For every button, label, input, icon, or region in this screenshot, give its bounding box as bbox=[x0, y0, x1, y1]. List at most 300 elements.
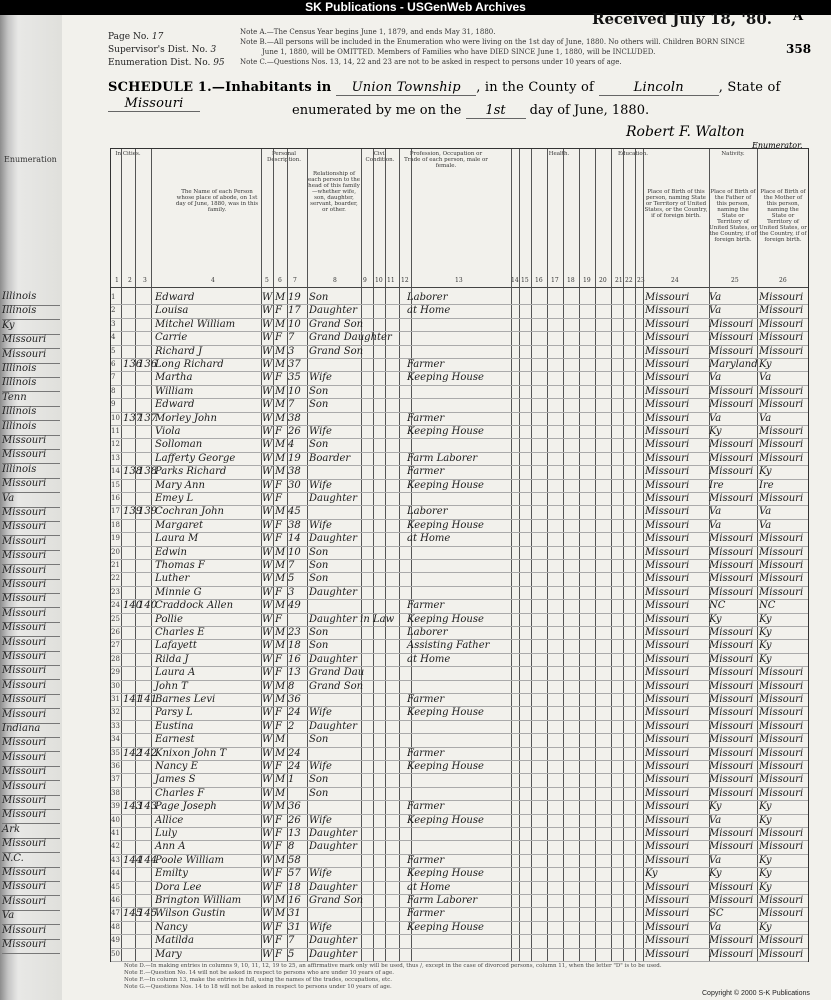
cell-race: W bbox=[262, 332, 273, 344]
cell-mp: Missouri bbox=[759, 385, 804, 397]
cell-line: 4 bbox=[111, 333, 116, 342]
cell-name: William bbox=[155, 385, 194, 397]
cell-dw bbox=[123, 425, 137, 438]
cell-mp: Missouri bbox=[759, 908, 804, 920]
cell-race: W bbox=[262, 292, 273, 303]
cell-rel bbox=[309, 412, 361, 425]
cell-age: 31 bbox=[288, 921, 301, 933]
cell-race: W bbox=[262, 908, 273, 920]
cell-mp: Missouri bbox=[759, 546, 804, 558]
cell-sex: M bbox=[275, 385, 286, 397]
state-label: , State of bbox=[718, 80, 781, 95]
cell-name: Lafferty George bbox=[155, 452, 236, 464]
cell-dw bbox=[123, 345, 137, 358]
cell-name: Parks Richard bbox=[155, 466, 227, 478]
cell-age bbox=[288, 613, 306, 626]
cell-mp: Ky bbox=[759, 814, 772, 826]
strip-entry: Missouri bbox=[2, 838, 60, 853]
cell-sex: F bbox=[275, 948, 282, 960]
cell-sex: M bbox=[275, 439, 286, 451]
header-relationship: Relationship of each person to the head of this family—whether wife, son, daughter, servant, boarder, or other. bbox=[308, 171, 361, 213]
cell-age: 16 bbox=[288, 653, 301, 665]
cell-line: 30 bbox=[111, 681, 120, 690]
cell-occ: Farmer bbox=[407, 908, 445, 920]
cell-dw bbox=[123, 733, 137, 746]
cell-rel: Son bbox=[309, 560, 329, 571]
cell-age: 7 bbox=[288, 560, 295, 571]
received-stamp: Received July 18, '80. bbox=[592, 10, 772, 28]
corner-letter: A bbox=[793, 9, 804, 24]
cell-race: W bbox=[262, 841, 273, 853]
census-row bbox=[111, 653, 808, 667]
cell-sex: M bbox=[275, 895, 286, 906]
cell-bp: Missouri bbox=[645, 667, 690, 679]
cell-bp: Missouri bbox=[645, 801, 690, 813]
header-name: The Name of each Person whose place of abode, on 1st day of June, 1880, was in this family. bbox=[175, 189, 259, 213]
cell-occ: Laborer bbox=[407, 627, 448, 638]
cell-fam bbox=[138, 773, 152, 786]
cell-dw bbox=[123, 934, 137, 947]
cell-name: Martha bbox=[155, 372, 193, 384]
cell-fam bbox=[138, 546, 152, 559]
cell-occ: Keeping House bbox=[407, 519, 484, 531]
cell-age: 10 bbox=[288, 385, 301, 397]
cell-mp: Missouri bbox=[759, 774, 804, 786]
cell-occ: Farmer bbox=[407, 466, 445, 478]
cell-mp: Va bbox=[759, 506, 772, 518]
cell-bp: Missouri bbox=[645, 385, 690, 397]
cell-line: 32 bbox=[111, 708, 120, 717]
cell-mp: Missouri bbox=[759, 707, 804, 719]
cell-fam bbox=[138, 948, 152, 961]
strip-entry: Missouri bbox=[2, 435, 60, 450]
note-b-cont: June 1, 1880, will be OMITTED. Members of Families who have DIED SINCE June 1, 1880, will be INCLUDED. bbox=[262, 48, 656, 56]
cell-fp: Missouri bbox=[709, 439, 754, 451]
cell-fp: Ky bbox=[709, 801, 722, 813]
cell-rel: Daughter bbox=[309, 720, 357, 732]
cell-rel: Grand Son bbox=[309, 345, 364, 357]
cell-mp: Va bbox=[759, 372, 772, 384]
cell-sex: M bbox=[275, 600, 286, 612]
cell-fp: Missouri bbox=[709, 640, 754, 652]
cell-bp: Missouri bbox=[645, 426, 690, 437]
census-row bbox=[111, 693, 808, 707]
strip-entry: Illinois bbox=[2, 377, 60, 392]
cell-sex: F bbox=[275, 332, 282, 344]
left-binding-strip bbox=[0, 15, 62, 1000]
strip-entry: Missouri bbox=[2, 665, 60, 680]
census-row bbox=[111, 519, 808, 533]
cell-bp: Missouri bbox=[645, 761, 690, 772]
cell-occ: Keeping House bbox=[407, 814, 484, 826]
cell-mp: Missouri bbox=[759, 948, 804, 960]
cell-dw bbox=[123, 519, 137, 532]
cell-occ: Assisting Father bbox=[407, 640, 490, 652]
cell-age: 7 bbox=[288, 935, 295, 947]
cell-mp: Missouri bbox=[759, 399, 804, 411]
census-row bbox=[111, 318, 808, 332]
cell-line: 40 bbox=[111, 815, 120, 824]
cell-line: 34 bbox=[111, 735, 120, 744]
cell-dw bbox=[123, 639, 137, 652]
cell-fp: Missouri bbox=[709, 694, 754, 705]
census-row bbox=[111, 345, 808, 359]
page-no-line bbox=[108, 32, 163, 42]
census-row bbox=[111, 720, 808, 734]
cell-name: Wilson Gustin bbox=[155, 908, 226, 920]
supervisor-label: Supervisor's Dist. No. bbox=[108, 45, 208, 55]
cell-sex: F bbox=[275, 613, 282, 625]
strip-entry: Ky bbox=[2, 320, 60, 335]
cell-race: W bbox=[262, 452, 273, 464]
cell-race: W bbox=[262, 385, 273, 397]
cell-fam bbox=[138, 840, 152, 853]
cell-occ: at Home bbox=[407, 533, 451, 545]
cell-line: 49 bbox=[111, 936, 120, 945]
cell-race: W bbox=[262, 667, 273, 679]
cell-occ bbox=[407, 546, 507, 559]
cell-age: 24 bbox=[288, 761, 301, 772]
cell-name: Charles F bbox=[155, 787, 205, 799]
cell-dw bbox=[123, 438, 137, 451]
cell-sex: F bbox=[275, 479, 282, 491]
census-row bbox=[111, 465, 808, 479]
cell-sex: F bbox=[275, 828, 282, 839]
cell-mp: Missouri bbox=[759, 318, 804, 330]
cell-sex: F bbox=[275, 586, 282, 598]
cell-race: W bbox=[262, 774, 273, 786]
cell-fam bbox=[138, 720, 152, 733]
cell-mp: Missouri bbox=[759, 439, 804, 451]
cell-dw: 143 bbox=[123, 801, 143, 813]
cell-sex: M bbox=[275, 452, 286, 464]
cell-name: Mitchel William bbox=[155, 318, 236, 330]
cell-fam bbox=[138, 479, 152, 492]
cell-dw: 140 bbox=[123, 600, 143, 612]
cell-rel: Grand Dau bbox=[309, 667, 365, 679]
column-number: 8 bbox=[333, 277, 337, 284]
cell-bp: Missouri bbox=[645, 734, 690, 746]
column-number: 6 bbox=[278, 277, 282, 284]
cell-occ: Keeping House bbox=[407, 761, 484, 772]
cell-bp: Missouri bbox=[645, 573, 690, 585]
cell-dw: 137 bbox=[123, 412, 143, 424]
cell-age: 13 bbox=[288, 828, 301, 839]
cell-occ bbox=[407, 438, 507, 451]
cell-sex: M bbox=[275, 787, 286, 799]
cell-name: Edward bbox=[155, 399, 195, 411]
cell-dw: 136 bbox=[123, 359, 143, 370]
cell-sex: F bbox=[275, 533, 282, 545]
cell-line: 18 bbox=[111, 520, 120, 529]
census-row bbox=[111, 371, 808, 385]
cell-age: 5 bbox=[288, 948, 295, 960]
cell-fp: Missouri bbox=[709, 734, 754, 746]
cell-mp: Missouri bbox=[759, 828, 804, 839]
cell-rel bbox=[309, 747, 361, 760]
cell-fp: Missouri bbox=[709, 466, 754, 478]
cell-fam bbox=[138, 760, 152, 773]
cell-fam bbox=[138, 733, 152, 746]
cell-name: Charles E bbox=[155, 627, 205, 638]
cell-sex: M bbox=[275, 747, 286, 759]
cell-line: 38 bbox=[111, 788, 120, 797]
cell-occ: Keeping House bbox=[407, 868, 484, 880]
cell-occ bbox=[407, 572, 507, 585]
cell-mp: NC bbox=[759, 600, 776, 612]
cell-age: 18 bbox=[288, 640, 301, 652]
column-number: 11 bbox=[387, 277, 395, 284]
cell-rel: Grand Daughter bbox=[309, 332, 392, 344]
column-number: 1 bbox=[115, 277, 119, 284]
cell-race: W bbox=[262, 694, 273, 705]
cell-dw bbox=[123, 291, 137, 304]
census-row bbox=[111, 492, 808, 506]
cell-dw bbox=[123, 921, 137, 934]
cell-line: 15 bbox=[111, 480, 120, 489]
strip-entry: Illinois bbox=[2, 305, 60, 320]
cell-line: 14 bbox=[111, 467, 120, 476]
cell-occ bbox=[407, 773, 507, 786]
cell-rel: Son bbox=[309, 399, 329, 411]
cell-fp: Missouri bbox=[709, 935, 754, 947]
cell-bp: Missouri bbox=[645, 466, 690, 478]
county-label: , in the County of bbox=[476, 80, 594, 95]
cell-age: 7 bbox=[288, 332, 295, 344]
census-row bbox=[111, 479, 808, 493]
census-row bbox=[111, 907, 808, 921]
census-row bbox=[111, 304, 808, 318]
census-row bbox=[111, 706, 808, 720]
cell-fam bbox=[138, 666, 152, 679]
cell-bp: Missouri bbox=[645, 694, 690, 705]
cell-mp: Missouri bbox=[759, 345, 804, 357]
cell-mp: Missouri bbox=[759, 895, 804, 906]
cell-sex: F bbox=[275, 868, 282, 880]
cell-dw bbox=[123, 452, 137, 465]
cell-line: 29 bbox=[111, 668, 120, 677]
cell-bp: Missouri bbox=[645, 854, 690, 866]
strip-entry: Missouri bbox=[2, 334, 60, 349]
census-row bbox=[111, 438, 808, 452]
cell-rel bbox=[309, 358, 361, 371]
cell-line: 19 bbox=[111, 534, 120, 543]
cell-rel: Son bbox=[309, 627, 329, 638]
cell-bp: Missouri bbox=[645, 948, 690, 960]
day-suffix: day of June, 1880. bbox=[529, 103, 650, 118]
census-row bbox=[111, 586, 808, 600]
enum-dist-line bbox=[108, 58, 225, 68]
cell-occ bbox=[407, 345, 507, 358]
cell-race: W bbox=[262, 720, 273, 732]
cell-age: 14 bbox=[288, 533, 301, 545]
cell-bp: Missouri bbox=[645, 372, 690, 384]
cell-sex: M bbox=[275, 546, 286, 558]
strip-entry: Missouri bbox=[2, 579, 60, 594]
cell-sex: F bbox=[275, 426, 282, 437]
cell-mp: Missouri bbox=[759, 292, 804, 303]
cell-race: W bbox=[262, 921, 273, 933]
cell-dw bbox=[123, 572, 137, 585]
strip-entry: Missouri bbox=[2, 449, 60, 464]
cell-bp: Missouri bbox=[645, 640, 690, 652]
cell-name: Emey L bbox=[155, 493, 194, 504]
strip-entry: Missouri bbox=[2, 536, 60, 551]
cell-dw bbox=[123, 840, 137, 853]
cell-bp: Missouri bbox=[645, 627, 690, 638]
cell-rel: Son bbox=[309, 546, 329, 558]
cell-fp: Maryland bbox=[709, 359, 758, 370]
cell-line: 31 bbox=[111, 695, 120, 703]
cell-rel: Son bbox=[309, 774, 329, 786]
column-number: 26 bbox=[779, 277, 787, 284]
cell-dw bbox=[123, 385, 137, 398]
cell-fam: 136 bbox=[138, 359, 158, 370]
cell-race: W bbox=[262, 305, 273, 317]
cell-fam bbox=[138, 398, 152, 411]
cell-bp: Missouri bbox=[645, 921, 690, 933]
column-number: 10 bbox=[375, 277, 383, 284]
cell-rel: Daughter bbox=[309, 493, 357, 504]
strip-entry: Missouri bbox=[2, 881, 60, 896]
cell-name: Mary bbox=[155, 948, 182, 960]
enumerator-label: Enumerator. bbox=[752, 141, 803, 150]
cell-sex: M bbox=[275, 466, 286, 478]
cell-age: 8 bbox=[288, 841, 295, 853]
cell-dw bbox=[123, 586, 137, 599]
strip-entry: Illinois bbox=[2, 291, 60, 306]
cell-mp: Ky bbox=[759, 653, 772, 665]
cell-age: 57 bbox=[288, 868, 301, 880]
page-no-label: Page No. bbox=[108, 32, 149, 42]
cell-fp: Va bbox=[709, 372, 722, 384]
cell-race: W bbox=[262, 935, 273, 947]
cell-rel bbox=[309, 599, 361, 612]
cell-age: 2 bbox=[288, 720, 295, 732]
cell-rel bbox=[309, 854, 361, 867]
cell-mp: Missouri bbox=[759, 761, 804, 772]
column-number: 21 bbox=[615, 277, 623, 284]
cell-fam bbox=[138, 371, 152, 384]
cell-age: 1 bbox=[288, 774, 295, 786]
note-a: Note A.—The Census Year begins June 1, 1879, and ends May 31, 1880. bbox=[240, 28, 496, 36]
cell-rel: Wife bbox=[309, 921, 332, 933]
cell-dw: 141 bbox=[123, 694, 143, 705]
cell-name: Luly bbox=[155, 828, 177, 839]
cell-race: W bbox=[262, 707, 273, 719]
cell-occ bbox=[407, 398, 507, 411]
cell-mp: Ky bbox=[759, 640, 772, 652]
cell-line: 37 bbox=[111, 775, 120, 784]
cell-name: Louisa bbox=[155, 305, 189, 317]
cell-occ: Farmer bbox=[407, 600, 445, 612]
cell-fam: 144 bbox=[138, 854, 158, 866]
census-row bbox=[111, 626, 808, 640]
cell-bp: Missouri bbox=[645, 908, 690, 920]
cell-dw bbox=[123, 559, 137, 572]
cell-occ: Laborer bbox=[407, 292, 448, 303]
cell-rel: Daughter bbox=[309, 828, 357, 839]
schedule-title: SCHEDULE 1.—Inhabitants in bbox=[108, 80, 332, 95]
cell-dw: 145 bbox=[123, 908, 143, 920]
census-row bbox=[111, 559, 808, 573]
cell-fam bbox=[138, 438, 152, 451]
cell-sex: M bbox=[275, 292, 286, 303]
cell-line: 16 bbox=[111, 494, 120, 502]
cell-age: 8 bbox=[288, 680, 295, 692]
cell-sex: M bbox=[275, 399, 286, 411]
cell-rel: Son bbox=[309, 734, 329, 746]
cell-fam: 142 bbox=[138, 747, 158, 759]
cell-age: 36 bbox=[288, 694, 301, 705]
cell-bp: Missouri bbox=[645, 493, 690, 504]
cell-fp: Missouri bbox=[709, 774, 754, 786]
cell-race: W bbox=[262, 613, 273, 625]
cell-mp: Missouri bbox=[759, 935, 804, 947]
strip-entry: Missouri bbox=[2, 608, 60, 623]
cell-bp: Missouri bbox=[645, 439, 690, 451]
cell-dw bbox=[123, 787, 137, 800]
cell-sex: M bbox=[275, 359, 286, 370]
cell-fp: Va bbox=[709, 854, 722, 866]
cell-rel: Son bbox=[309, 640, 329, 652]
cell-fp: Missouri bbox=[709, 452, 754, 464]
cell-age: 3 bbox=[288, 586, 295, 598]
cell-age: 13 bbox=[288, 667, 301, 679]
cell-mp: Ky bbox=[759, 801, 772, 813]
census-row bbox=[111, 787, 808, 801]
cell-fp: Ky bbox=[709, 613, 722, 625]
cell-age: 10 bbox=[288, 318, 301, 330]
cell-sex: M bbox=[275, 694, 286, 705]
census-row bbox=[111, 867, 808, 881]
page-no-value: 17 bbox=[151, 32, 164, 42]
census-row bbox=[111, 613, 808, 627]
cell-rel: Wife bbox=[309, 761, 332, 772]
cell-name: Long Richard bbox=[155, 359, 224, 370]
cell-rel: Son bbox=[309, 439, 329, 451]
cell-age bbox=[288, 733, 306, 746]
cell-sex: F bbox=[275, 493, 282, 504]
cell-race: W bbox=[262, 680, 273, 692]
cell-occ bbox=[407, 586, 507, 599]
cell-sex: F bbox=[275, 720, 282, 732]
cell-mp: Missouri bbox=[759, 560, 804, 571]
cell-race: W bbox=[262, 828, 273, 839]
cell-fp: Missouri bbox=[709, 573, 754, 585]
cell-fam bbox=[138, 532, 152, 545]
cell-fam: 138 bbox=[138, 466, 158, 478]
cell-race: W bbox=[262, 533, 273, 545]
copyright: Copyright © 2000 S-K Publications bbox=[702, 990, 810, 997]
cell-name: Barnes Levi bbox=[155, 694, 216, 705]
census-row bbox=[111, 854, 808, 868]
cell-race: W bbox=[262, 506, 273, 518]
cell-mp: Missouri bbox=[759, 493, 804, 504]
cell-bp: Missouri bbox=[645, 586, 690, 598]
cell-bp: Missouri bbox=[645, 787, 690, 799]
cell-bp: Missouri bbox=[645, 747, 690, 759]
cell-rel: Daughter bbox=[309, 948, 357, 960]
cell-name: Lafayett bbox=[155, 640, 197, 652]
column-number: 19 bbox=[583, 277, 591, 284]
strip-entry: Missouri bbox=[2, 752, 60, 767]
cell-name: Margaret bbox=[155, 519, 204, 531]
cell-fp: Missouri bbox=[709, 533, 754, 545]
cell-race: W bbox=[262, 600, 273, 612]
enumeration-day: 1st bbox=[466, 103, 526, 119]
strip-entry: Missouri bbox=[2, 795, 60, 810]
